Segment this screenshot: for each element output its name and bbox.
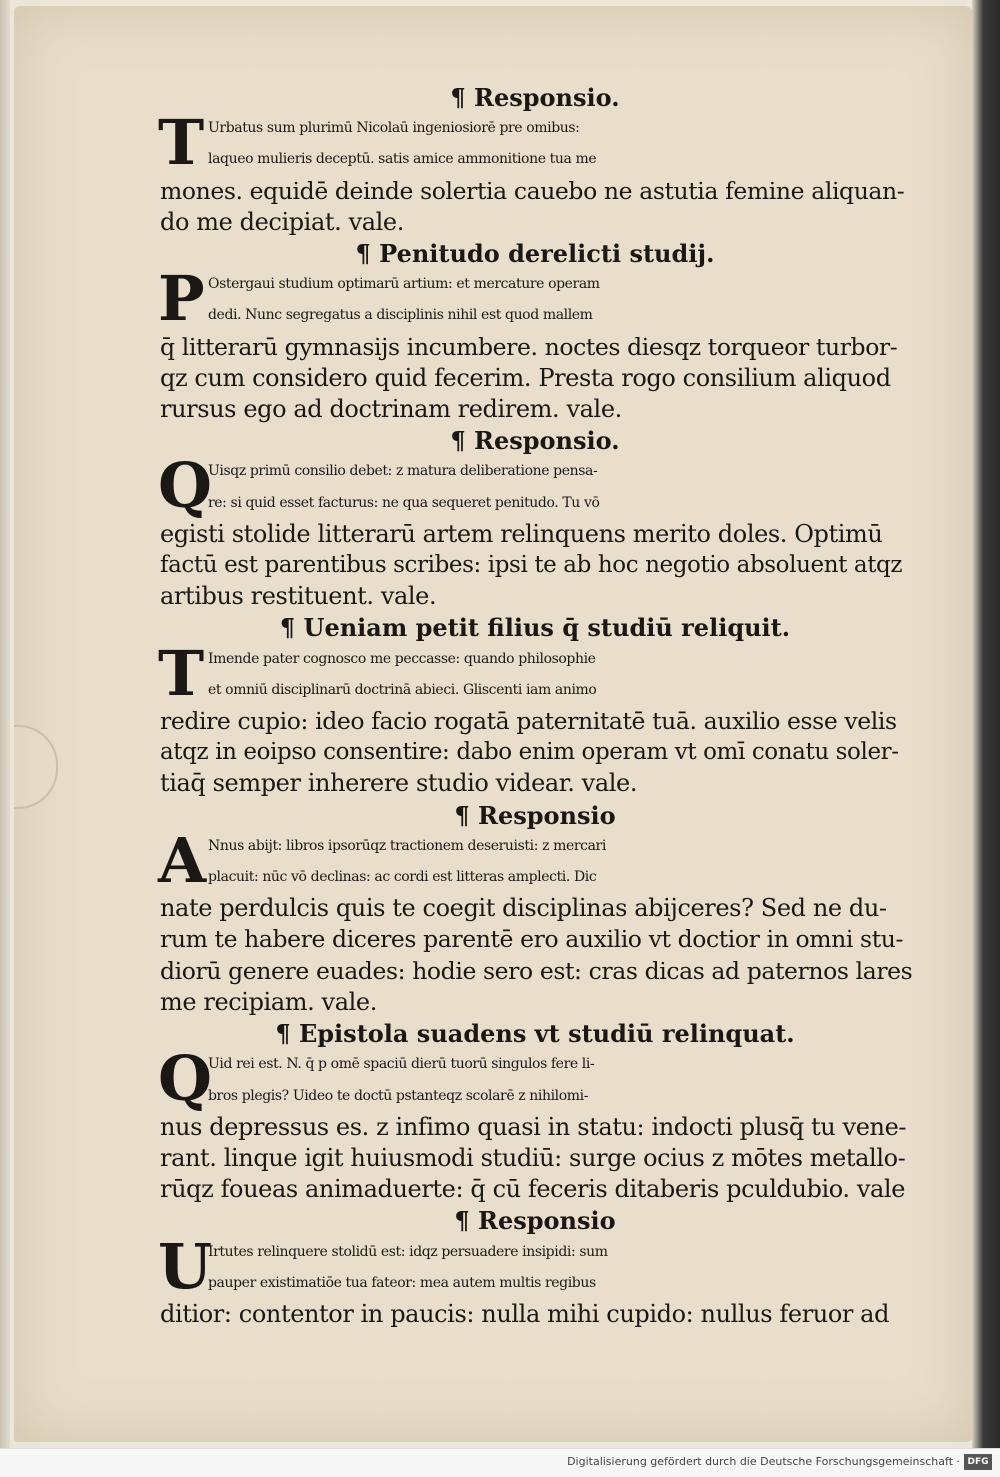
initial-letter: U — [158, 1229, 213, 1303]
initial-letter: P — [158, 262, 205, 336]
section-heading: ¶ Penitudo derelicti studij. — [355, 239, 715, 269]
footer-bar — [0, 1448, 1000, 1477]
text-line: bros plegis? Uideo te doctū pstanteqz scolarē z nihilomi- — [208, 1087, 589, 1104]
text-line: diorū genere euades: hodie sero est: cras dicas ad paternos lares — [160, 956, 913, 985]
text-line: rursus ego ad doctrinam redirem. vale. — [160, 395, 622, 424]
text-line: re: si quid esset facturus: ne qua sequeret penitudo. Tu vō — [208, 494, 600, 511]
text-line: rant. linque igit huiusmodi studiū: surge ocius z mōtes metallo- — [160, 1143, 906, 1172]
section-heading: ¶ Responsio. — [450, 426, 620, 456]
section-paragraph — [158, 1229, 910, 1331]
text-line: me recipiam. vale. — [160, 987, 377, 1016]
section-heading: ¶ Epistola suadens vt studiū relinquat. — [275, 1019, 795, 1049]
initial-letter: A — [158, 823, 207, 897]
text-line: do me decipiat. vale. — [160, 207, 404, 236]
text-line: Uid rei est. N. q̄ p omē spaciū dierū tuorū singulos fere li- — [208, 1056, 595, 1073]
text-line: ditior: contentor in paucis: nulla mihi cupido: nullus feruor ad — [160, 1299, 890, 1328]
text-line: atqz in eoipso consentire: dabo enim operam vt omī conatu soler- — [160, 739, 899, 766]
scan-left-edge — [0, 0, 10, 1448]
section-paragraph — [158, 636, 910, 800]
text-line: mones. equidē deinde solertia cauebo ne astutia femine aliquan- — [160, 176, 905, 205]
section-heading: ¶ Ueniam petit filius q̄ studiū reliquit. — [279, 613, 791, 643]
text-line: nus depressus es. z infimo quasi in statu: indocti plusq̄ tu vene- — [160, 1112, 907, 1141]
section-paragraph — [158, 262, 910, 425]
text-line: nate perdulcis quis te coegit disciplinas abijceres? Sed ne du- — [160, 894, 887, 923]
text-line: placuit: nūc vō declinas: ac cordi est litteras amplecti. Dic — [208, 869, 597, 886]
text-line: redire cupio: ideo facio rogatā paternitatē tuā. auxilio esse velis — [160, 707, 897, 736]
book-spine-edge — [972, 0, 1000, 1448]
dfg-logo: DFG — [964, 1454, 992, 1470]
text-line: tiaq̄ semper inherere studio videar. vale. — [160, 769, 638, 798]
text-line: Nnus abijt: libros ipsorūqz tractionem deseruisti: z mercari — [208, 837, 606, 854]
section-paragraph — [158, 106, 910, 238]
section-heading: ¶ Responsio. — [450, 83, 620, 112]
initial-letter: T — [158, 636, 205, 710]
footer-credit: Digitalisierung gefördert durch die Deutsche Forschungsgemeinschaft · — [567, 1455, 960, 1468]
text-line: q̄ litterarū gymnasijs incumbere. noctes diesqz torqueor turbor- — [160, 332, 898, 361]
section-paragraph — [158, 1042, 910, 1205]
text-line: pauper existimatiōe tua fateor: mea autem multis regibus — [208, 1274, 596, 1291]
text-line: dedi. Nunc segregatus a disciplinis nihil est quod mallem — [208, 307, 593, 324]
text-line: Urbatus sum plurimū Nicolaū ingeniosiorē pre omibus: — [208, 120, 580, 137]
initial-letter: T — [158, 106, 205, 180]
text-line: laqueo mulieris deceptū. satis amice ammonitione tua me — [208, 151, 597, 168]
text-line: Ostergaui studium optimarū artium: et mercature operam — [208, 276, 600, 293]
text-line: rum te habere diceres parentē ero auxilio vt doctior in omni stu- — [160, 925, 904, 954]
text-line: egisti stolide litterarū artem relinquens merito doles. Optimū — [160, 519, 883, 548]
section-heading: ¶ Responsio — [454, 1206, 616, 1236]
text-line: Irtutes relinquere stolidū est: idqz persuadere insipidi: sum — [208, 1243, 608, 1260]
text-line: artibus restituent. vale. — [160, 582, 437, 611]
text-line: Uisqz primū consilio debet: z matura deliberatione pensa- — [208, 463, 598, 480]
text-line: qz cum considero quid fecerim. Presta rogo consilium aliquod — [160, 363, 891, 392]
section-paragraph — [158, 823, 913, 1018]
section-paragraph — [158, 449, 910, 612]
initial-letter: Q — [158, 449, 213, 523]
text-line: Imende pater cognosco me peccasse: quando philosophie — [208, 650, 596, 667]
section-heading: ¶ Responsio — [454, 800, 616, 830]
text-line: factū est parentibus scribes: ipsi te ab hoc negotio absoluent atqz — [160, 552, 903, 579]
initial-letter: Q — [158, 1042, 213, 1116]
text-line: rūqz foueas animaduerte: q̄ cū feceris ditaberis pculdubio. vale — [160, 1175, 906, 1204]
text-line: et omniū disciplinarū doctrinā abieci. Gliscenti iam animo — [208, 681, 597, 698]
page-text — [158, 82, 913, 1330]
